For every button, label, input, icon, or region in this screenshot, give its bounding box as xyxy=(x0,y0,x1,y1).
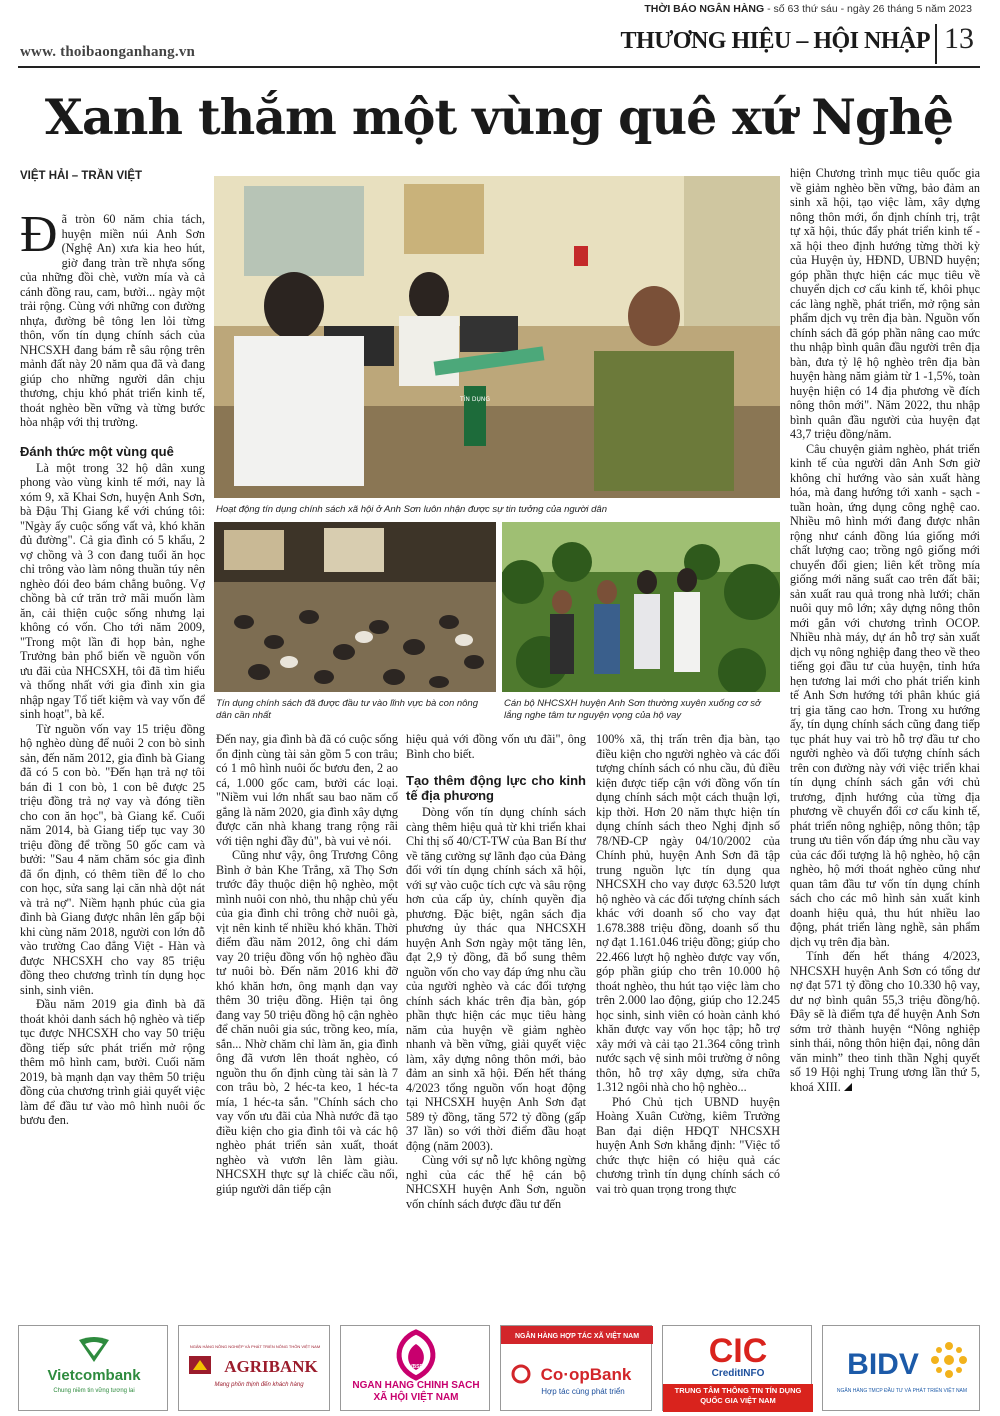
column-5 xyxy=(790,166,980,1306)
cic-sub: CreditINFO xyxy=(711,1368,765,1379)
bank-counter-illustration xyxy=(214,176,780,498)
bidv-star-icon xyxy=(931,1342,967,1378)
bidv-mark-icon xyxy=(823,1326,981,1412)
main-photo xyxy=(214,176,780,498)
bidv-logo[interactable] xyxy=(822,1325,980,1411)
agribank-top: NGÂN HÀNG NÔNG NGHIỆP VÀ PHÁT TRIỂN NÔNG THÔN VIỆT NAM xyxy=(189,1344,321,1349)
cic-name: CIC xyxy=(708,1332,768,1370)
header-rule xyxy=(18,66,980,68)
issue-info: - số 63 thứ sáu - ngày 26 tháng 5 năm 2023 xyxy=(764,3,972,15)
paragraph: hiệu quả với đồng vốn ưu đãi", ông Bình cho biết. xyxy=(406,732,586,761)
vietcombank-name: Vietcombank xyxy=(47,1367,141,1384)
cic-bottom: TRUNG TÂM THÔNG TIN TÍN DỤNG QUỐC GIA VIỆT NAM xyxy=(674,1386,802,1405)
agribank-tagline: Mang phồn thịnh đến khách hàng xyxy=(214,1382,304,1388)
coopbank-name: Co·opBank xyxy=(540,1365,632,1384)
vbsp-mark-text: VBSP xyxy=(409,1364,423,1370)
paper-name: THỜI BÁO NGÂN HÀNG xyxy=(644,3,765,15)
cic-mark-icon xyxy=(663,1326,813,1412)
paragraph: Cũng như vậy, ông Trương Công Bình ở bản Khe Trẳng, xã Thọ Sơn trước đây thuộc diện hộ nghèo, một mình nuôi con nhỏ, thu nhập chủ yếu của gia đình chỉ trông chờ nuôi gà, vịt nên kinh tế nhiều khó khăn. Thời điểm đầu năm 2012, ông chỉ dám vay 20 triệu đồng vốn hộ nghèo đầu tư nuôi bò. Đến năm 2016 khi đỡ khó khăn hơn, ông mạnh dạn vay thêm 30 triệu đồng. Hiện tại ông đang vay 50 triệu đồng hộ cận nghèo để chăn nuôi gia súc, trồng keo, mía, sắn... Nhờ chăm chỉ làm ăn, gia đình ông đã vươn lên thoát nghèo, có nguồn thu ổn định cùng tài sản là 7 con trâu bò, 2 héc-ta keo, 1 héc-ta mía, 1 héc-ta sắn. "Chính sách cho vay vốn ưu đãi của Nhà nước đã tạo điều kiện cho gia đình tôi và các hộ nghèo phát triển sản xuất, thoát nghèo và vươn lên làm giàu. NHCSXH thực sự là chiếc cầu nối, giúp người dân tiếp cận xyxy=(216,848,398,1196)
paragraph: 100% xã, thị trấn trên địa bàn, tạo điều kiện cho người nghèo và các đối tượng chính sách có nhu cầu, đủ điều kiện được tiếp cận với đồng vốn tín dụng chính sách một cách thuận lợi, kịp thời. Hơn 20 năm thực hiện tín dụng chính sách theo Nghị định số 78/NĐ-CP ngày 04/10/2002 của Chính phủ, huyện Anh Sơn đã tập trung nguồn lực tín dụng qua NHCSXH cho vay được 63.520 lượt hộ nghèo và các đối tượng chính sách khác với doanh số cho vay đạt 1.678.388 triệu đồng, doanh số thu nợ đạt 1.161.046 triệu đồng; giúp cho 22.466 lượt hộ nghèo được vay vốn, góp phần giúp cho trên 10.000 hộ thoát nghèo, thu hút tạo việc làm cho trên 2.000 lao động, giúp cho 12.245 học sinh, sinh viên có hoàn cảnh khó khăn được vay vốn học tập; hỗ trợ xây mới và cải tạo 21.364 công trình nước sạch vệ sinh môi trường ở nông thôn, hỗ trợ xây dựng, sửa chữa 1.312 ngôi nhà cho hộ nghèo... xyxy=(596,732,780,1094)
lead-text: ã tròn 60 năm chia tách, huyện miền núi Anh Sơn (Nghệ An) xưa kia heo hút, giờ đang tràn trề nhựa sống của những đồi chè, vườn mía và cả cánh đồng rau, cam, bưởi... ngày một trải rộng. Cùng với những con đường nhựa, đường bê tông len lỏi từng thôn, vốn tín dụng chính sách của NHCSXH đang bám rễ sâu rộng trên mảnh đất này 20 năm qua đã và đang giúp cho những người dân chịu thương, chịu khó phát triển kinh tế, thoát nghèo bền vững và từng bước hòa nhập với thị trường. xyxy=(20,212,205,429)
subhead-1: Đánh thức một vùng quê xyxy=(20,443,174,459)
column-1 xyxy=(20,212,205,1302)
issue-line xyxy=(0,0,1000,18)
headline: Xanh thắm một vùng quê xứ Nghệ xyxy=(44,88,954,146)
paragraph: Đến nay, gia đình bà đã có cuộc sống ổn định cùng tài sản gồm 5 con trâu; có 1 mô hình nuôi ốc bươu đen, 2 ao cá, 1.000 gốc cam, bưởi các loại. "Niềm vui lớn nhất sau bao năm cố gắng là năm 2020, gia đình xây dựng được căn nhà khang trang rộng rãi với tiện nghi đầy đủ", bà vui vẻ nói. xyxy=(216,732,398,848)
vietcombank-tagline: Chung niềm tin vững tương lai xyxy=(53,1388,135,1394)
agribank-name: AGRIBANK xyxy=(224,1357,318,1376)
page-number: 13 xyxy=(944,22,974,55)
header-divider xyxy=(935,24,937,64)
bidv-tagline: NGÂN HÀNG TMCP ĐẦU TƯ VÀ PHÁT TRIỂN VIỆT NAM xyxy=(836,1388,968,1394)
vbsp-logo[interactable] xyxy=(340,1325,490,1411)
end-mark-icon xyxy=(844,1083,852,1091)
chicken-farm-illustration xyxy=(214,522,496,692)
paragraph: Dòng vốn tín dụng chính sách càng thêm hiệu quả từ khi triển khai Chỉ thị số 40/CT-TW của Ban Bí thư về tăng cường sự lãnh đạo của Đảng đối với tín dụng chính sách xã hội, với sự vào cuộc tích cực và sâu rộng hơn của cấp ủy, chính quyền địa phương. Đặc biệt, ngân sách địa phương ủy thác qua NHCSXH huyện Anh Sơn ngày một tăng lên, đạt 2,9 tỷ đồng, đã bổ sung thêm nguồn vốn cho vay đáp ứng nhu cầu của người nghèo và các đối tượng chính sách khác trên địa bàn, góp phần thực hiện các mục tiêu hàng năm của huyện về giảm nghèo nhanh và bền vững, giải quyết việc làm, xây dựng nông thôn mới, bảo đảm an sinh xã hội. Đến hết tháng 4/2023 tổng nguồn vốn hoạt động tại NHCSXH huyện Anh Sơn đạt 589 tỷ đồng, tăng 572 tỷ đồng (gấp 37 lần) so với thời điểm đầu hoạt động (năm 2003). xyxy=(406,805,586,1153)
coopbank-tagline: Hợp tác cùng phát triển xyxy=(541,1387,625,1396)
chicken-photo-caption: Tín dụng chính sách đã được đầu tư vào lĩnh vực bà con nông dân cần nhất xyxy=(216,698,478,721)
paragraph: Cùng với sự nỗ lực không ngừng nghỉ của các thế hệ cán bộ NHCSXH huyện Anh Sơn, nguồn vốn chính sách được đầu tư đến xyxy=(406,1153,586,1211)
coopbank-top: NGÂN HÀNG HỢP TÁC XÃ VIỆT NAM xyxy=(514,1333,640,1340)
paragraph: Đầu năm 2019 gia đình bà đã thoát khỏi danh sách hộ nghèo và tiếp tục được NHCSXH cho vay 50 triệu đồng tiếp sức phát triển mở rộng thêm mô hình cam, bưởi. Cuối năm 2019, bà mạnh dạn vay thêm 50 triệu đồng của chương trình giải quyết việc làm để đầu tư vào mô hình nuôi ốc bươu đen. xyxy=(20,997,205,1127)
website-url[interactable]: www. thoibaonganhang.vn xyxy=(20,44,196,60)
paragraph: Từ nguồn vốn vay 15 triệu đồng hộ nghèo dùng để nuôi 2 con bò sinh sản, đến năm 2012, gia đình bà Giang đã có 5 con bò. "Đến hạn trả nợ tôi bán đi 1 con bò, 1 con bê được 25 triệu đồng trả nợ vay và đóng tiền cho con ăn học", bà Giang kể. Cuối năm 2014, bà Giang tiếp tục vay 30 triệu đồng để trồng 50 gốc cam và bưởi: "Sau 4 năm chăm sóc gia đình đã ổn định, có thêm tiền để lo cho con học, sửa sang lại căn nhà dột nát và trả nợ". Niềm hạnh phúc của gia đình bà Giang được nhân lên gấp bội khi cùng năm 2018, người con lớn đỗ vào trường Cao đẳng Việt - Hàn và được NHCSXH cho vay 85 triệu đồng theo chương trình tín dụng học sinh, sinh viên. xyxy=(20,721,205,997)
byline: VIỆT HẢI – TRẦN VIỆT xyxy=(20,170,143,182)
sponsor-logo-row xyxy=(0,1315,1000,1416)
agribank-logo[interactable] xyxy=(178,1325,330,1411)
agribank-mark-icon xyxy=(179,1326,331,1412)
column-3 xyxy=(406,732,586,1304)
lead-paragraph xyxy=(20,212,205,430)
paragraph xyxy=(790,949,980,1094)
desk-sign-text: TÍN DỤNG xyxy=(460,396,490,403)
subhead-2: Tạo thêm động lực cho kinh tế địa phương xyxy=(406,773,586,803)
vietcombank-logo[interactable] xyxy=(18,1325,168,1411)
closing-text: Tính đến hết tháng 4/2023, NHCSXH huyện Anh Sơn có tổng dư nợ đạt 571 tỷ đồng cho 10.330 hộ vay, dư nợ bình quân 55,3 triệu đồng/hộ. Đây sẽ là điểm tựa để huyện Anh Sơn sớm trở thành huyện “Nông nghiệp sinh thái, nông thôn hiện đại, nông dân văn minh” theo tinh thần Nghị quyết số 19 Hội nghị Trung ương lần thứ 5, khoá XIII. xyxy=(790,949,980,1094)
section-title: THƯƠNG HIỆU – HỘI NHẬP xyxy=(620,28,930,54)
column-4 xyxy=(596,732,780,1304)
column-2 xyxy=(216,732,398,1304)
paragraph: Phó Chủ tịch UBND huyện Hoàng Xuân Cường, kiêm Trưởng Ban đại diện HĐQT NHCSXH huyện Anh Sơn khẳng định: "Việc tổ chức thực hiện có hiệu quả các chương trình tín dụng chính sách có vai trò quan trọng trong thực xyxy=(596,1094,780,1196)
main-photo-caption: Hoạt động tín dụng chính sách xã hội ở Anh Sơn luôn nhận được sự tin tưởng của người dân xyxy=(216,504,607,515)
paragraph: hiện Chương trình mục tiêu quốc gia về giảm nghèo bền vững, bảo đảm an sinh xã hội, tạo việc làm, xây dựng nông thôn mới, ổn định chính trị, trật tự xã hội, thúc đẩy phát triển kinh tế - xã hội theo định hướng từng thời kỳ của Huyện ủy, HĐND, UBND huyện; góp phần thực hiện các mục tiêu về chuyển dịch cơ cấu kinh tế, khôi phục các làng nghề, phát triển, mở rộng sản phẩm dịch vụ trên địa bàn. Nguồn vốn chính sách đã góp phần nâng cao mức thu nhập bình quân đầu người trên địa bàn, đưa tỷ lệ hộ nghèo trên địa bàn huyện hàng năm giảm từ 1 -1,5%, toàn huyện hiện có 14 địa phương về đích nông thôn mới". Năm 2022, thu nhập bình quân đầu người của huyện đạt 43,7 triệu đồng/năm. xyxy=(790,166,980,441)
field-photo-caption: Cán bộ NHCSXH huyện Anh Sơn thường xuyên xuống cơ sở lắng nghe tâm tư nguyện vọng của hộ vay xyxy=(504,698,761,721)
coopbank-mark-icon xyxy=(501,1326,653,1412)
field-visit-illustration xyxy=(502,522,780,692)
coopbank-logo[interactable] xyxy=(500,1325,652,1411)
cic-logo[interactable] xyxy=(662,1325,812,1411)
vbsp-mark-icon xyxy=(341,1326,491,1412)
field-visit-photo xyxy=(502,522,780,692)
drop-cap: Đ xyxy=(20,212,58,263)
bidv-name: BIDV xyxy=(847,1348,919,1381)
paragraph: Là một trong 32 hộ dân xung phong vào vùng kinh tế mới, nay là xóm 9, xã Khai Sơn, huyện Anh Sơn, bà Đậu Thị Giang kể với chúng tôi: "Ngày ấy cuộc sống vất vả, khó khăn đủ đường". Cả gia đình có 5 khẩu, 2 vợ chồng và 3 con đang tuổi ăn học chỉ trông vào làm nông thuần túy nên nghèo đói đeo bám chẳng buông. Vợ chồng bà cứ trăn trở mãi muốn làm ăn, cải thiện cuộc sống nhưng lại không có vốn. Cho tới năm 2009, "Trong một lần đi họp bản, nghe Trưởng bản phổ biến về nguồn vốn ưu đãi của NHCSXH, tôi đã tìm hiểu và thống nhất với gia đình xin gia nhập ngay Tổ tiết kiệm và vay vốn để sinh hoạt", bà kể. xyxy=(20,460,205,721)
chicken-farm-photo xyxy=(214,522,496,692)
paragraph: Câu chuyện giảm nghèo, phát triển kinh tế của người dân Anh Sơn giờ không chỉ hướng vào sản xuất hàng hóa, mà đang hướng tới xanh - sạch - tuần hoàn, ứng dụng công nghệ cao. Nhiều mô hình mới đang được nhân rộng như cánh đồng lúa giống mới chất lượng cao; trồng ngô giống mới chuyển đổi gien; liên kết trồng mía giống mới năng suất cao trên đất bãi; sản xuất rau quả trong nhà lưới; chăn nuôi quy mô lớn; xây dựng nông thôn mới gắn với chương trình OCOP. Nhiều nhà máy, dự án hỗ trợ sản xuất dịch vụ nông nghiệp đang theo về theo tiếng gọi đầu tư của huyện, tỉnh hứa hẹn tương lai mới cho phát triển kinh tế Anh Sơn hướng tới phân khúc giá trị gia tăng cao hơn. Trong xu hướng ấy, tín dụng chính sách cũng đang tiếp tục phát huy vai trò hỗ trợ đầu tư cho người nghèo và đối tượng chính sách trên con đường này với việc triển khai tín dụng chính sách gắn với chủ trương, định hướng của từng địa phương về chuyển đổi cơ cấu kinh tế, phát triển nông nghiệp, nông thôn; tập trung ưu tiên vốn đáp ứng nhu cầu vay của các đối tượng là hộ nghèo, hộ cận nghèo, hộ mới thoát nghèo cũng như quan tâm đầu tư vốn tín dụng chính sách cho các mô hình sản xuất kinh doanh hiệu quả, thu hút nhiều lao động, phát triển làng nghề, sản phẩm dịch vụ trên địa bàn. xyxy=(790,441,980,949)
vbsp-name: NGÂN HÀNG CHÍNH SÁCH XÃ HỘI VIỆT NAM xyxy=(352,1380,480,1403)
vietcombank-mark-icon xyxy=(19,1326,169,1412)
